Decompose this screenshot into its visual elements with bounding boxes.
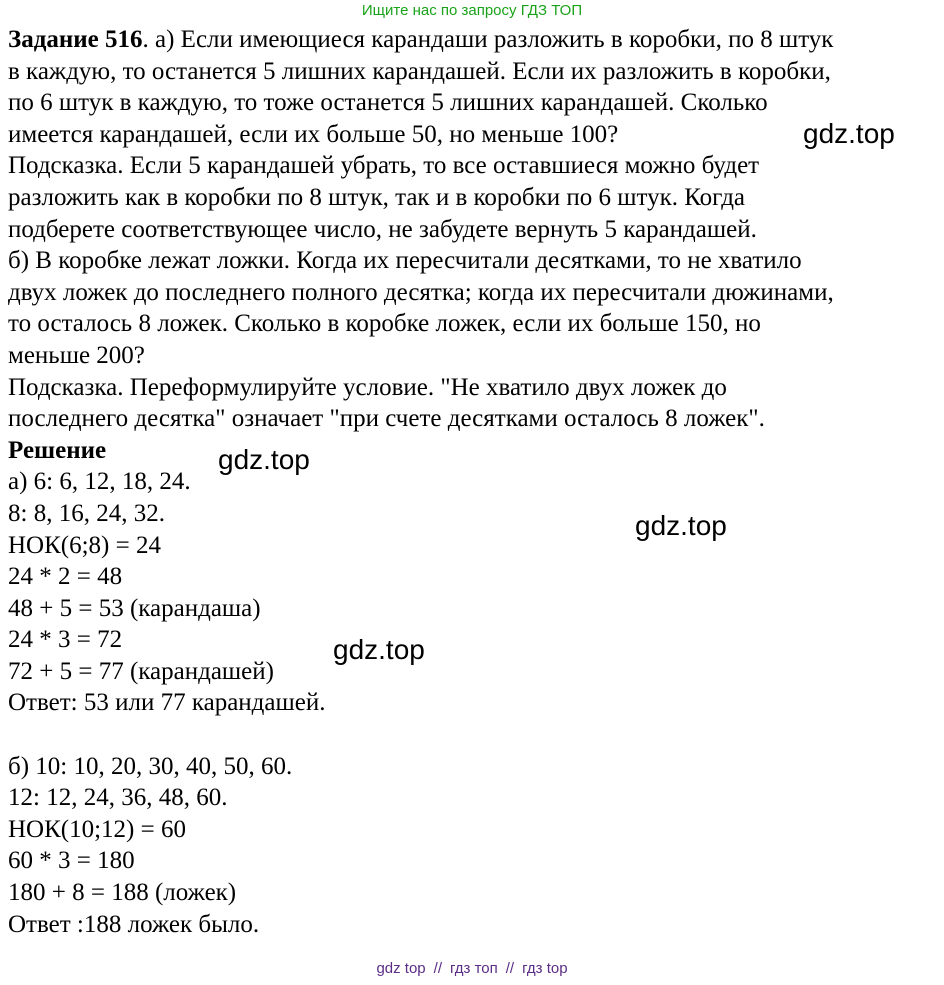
- solution-heading: Решение: [8, 436, 107, 464]
- bottom-separator: //: [433, 960, 442, 977]
- task-first-line: [8, 24, 938, 56]
- bottom-banner: [0, 958, 944, 980]
- top-banner[interactable]: Ищите нас по запросу ГДЗ ТОП: [361, 2, 583, 19]
- task-text-line: по 6 штук в каждую, то тоже останется 5 лишних карандашей. Сколько: [8, 89, 768, 117]
- task-text-line: б) В коробке лежат ложки. Когда их пересчитали десятками, то не хватило: [8, 247, 802, 275]
- hint-line: последнего десятка" означает "при счете десятками осталось 8 ложек".: [8, 405, 765, 433]
- task-text-line: . а) Если имеющиеся карандаши разложить в коробки, по 8 штук: [142, 26, 834, 53]
- solution-line: НОК(6;8) = 24: [8, 531, 161, 559]
- hint-line: Подсказка. Переформулируйте условие. "Не хватило двух ложек до: [8, 373, 727, 401]
- solution-line: а) 6: 6, 12, 18, 24.: [8, 468, 191, 496]
- solution-line: б) 10: 10, 20, 30, 40, 50, 60.: [8, 752, 293, 780]
- solution-line: 180 + 8 = 188 (ложек): [8, 879, 237, 907]
- task-text-line: в каждую, то останется 5 лишних карандашей. Если их разложить в коробки,: [8, 57, 831, 85]
- hint-line: Подсказка. Если 5 карандашей убрать, то все оставшиеся можно будет: [8, 152, 760, 180]
- solution-line: 72 + 5 = 77 (карандашей): [8, 657, 274, 685]
- watermark: gdz.top: [803, 118, 895, 149]
- task-text-line: имеется карандашей, если их больше 50, но меньше 100?: [8, 120, 619, 148]
- hint-line: разложить как в коробки по 8 штук, так и в коробки по 6 штук. Когда: [8, 183, 746, 211]
- watermark: gdz.top: [635, 510, 727, 541]
- answer-line: Ответ :188 ложек было.: [8, 910, 260, 938]
- task-text-line: двух ложек до последнего полного десятка; когда их пересчитали дюжинами,: [8, 278, 834, 306]
- bottom-link[interactable]: gdz top: [376, 960, 426, 977]
- solution-line: НОК(10;12) = 60: [8, 815, 186, 843]
- solution-line: 48 + 5 = 53 (карандаша): [8, 594, 261, 622]
- solution-line: 60 * 3 = 180: [8, 847, 135, 875]
- task-title: Задание 516: [8, 26, 143, 53]
- watermark: gdz.top: [333, 634, 425, 665]
- solution-line: 24 * 3 = 72: [8, 626, 123, 654]
- task-text-line: то осталось 8 ложек. Сколько в коробке ложек, если их больше 150, но: [8, 310, 761, 338]
- answer-line: Ответ: 53 или 77 карандашей.: [8, 689, 326, 717]
- watermark: gdz.top: [218, 444, 310, 475]
- solution-line: 24 * 2 = 48: [8, 563, 123, 591]
- bottom-link[interactable]: гдз top: [522, 960, 568, 977]
- solution-line: 8: 8, 16, 24, 32.: [8, 499, 165, 527]
- task-text-line: меньше 200?: [8, 341, 145, 369]
- document-body: [8, 24, 938, 940]
- bottom-link[interactable]: гдз топ: [450, 960, 498, 977]
- bottom-separator: //: [505, 960, 515, 977]
- solution-line: 12: 12, 24, 36, 48, 60.: [8, 784, 228, 812]
- hint-line: подберете соответствующее число, не забудете вернуть 5 карандашей.: [8, 215, 757, 243]
- blank-line: [8, 719, 938, 751]
